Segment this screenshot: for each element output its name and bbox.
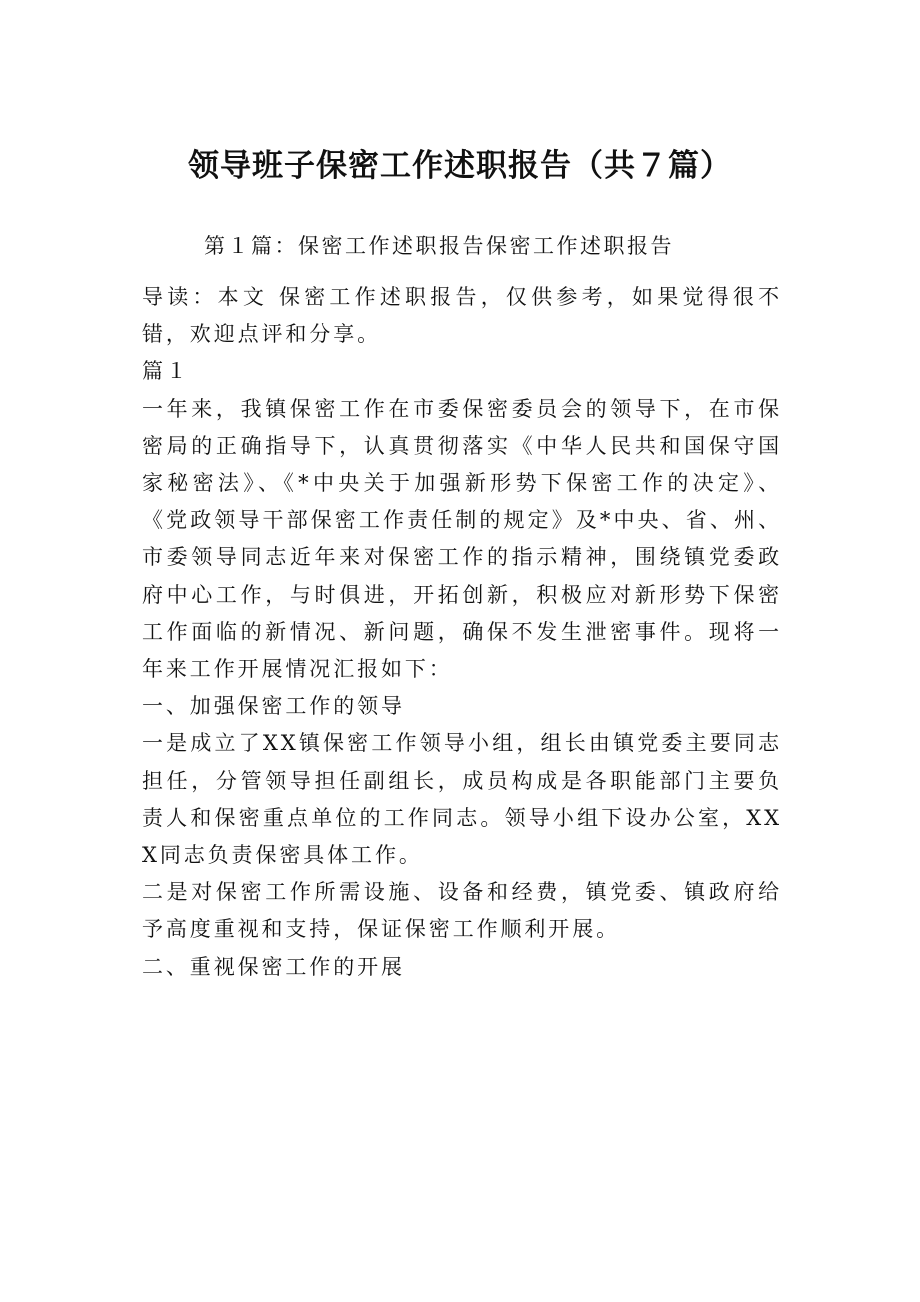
body-paragraph: 二是对保密工作所需设施、设备和经费，镇党委、镇政府给予高度重视和支持，保证保密工作顺利开展。 [142,880,782,942]
document-title: 领导班子保密工作述职报告（共７篇） [188,148,732,184]
document-subtitle: 第１篇：保密工作述职报告保密工作述职报告 [204,234,674,258]
section-heading: 二、重视保密工作的开展 [142,954,405,979]
body-paragraph: 一年来，我镇保密工作在市委保密委员会的领导下，在市保密局的正确指导下，认真贯彻落实《中华人民共和国保守国家秘密法》、《*中央关于加强新形势下保密工作的决定》、《党政领导干部保密工作责任制的规定》及*中央、省、州、市委领导同志近年来对保密工作的指示精神，围绕镇党委政府中心工作，与时俱进，开拓创新，积极应对新形势下保密工作面临的新情况、新问题，确保不发生泄密事件。现将一年来工作开展情况汇报如下： [142,396,782,682]
intro-paragraph: 导读：本文 保密工作述职报告，仅供参考，如果觉得很不错，欢迎点评和分享。 [142,285,782,347]
section-heading: 一、加强保密工作的领导 [142,694,405,719]
body-paragraph: 一是成立了XX镇保密工作领导小组，组长由镇党委主要同志担任，分管领导担任副组长，成员构成是各职能部门主要负责人和保密重点单位的工作同志。领导小组下设办公室，XXX同志负责保密具体工作。 [142,731,782,868]
section-label: 篇１ [142,359,190,384]
document-body [142,279,782,986]
